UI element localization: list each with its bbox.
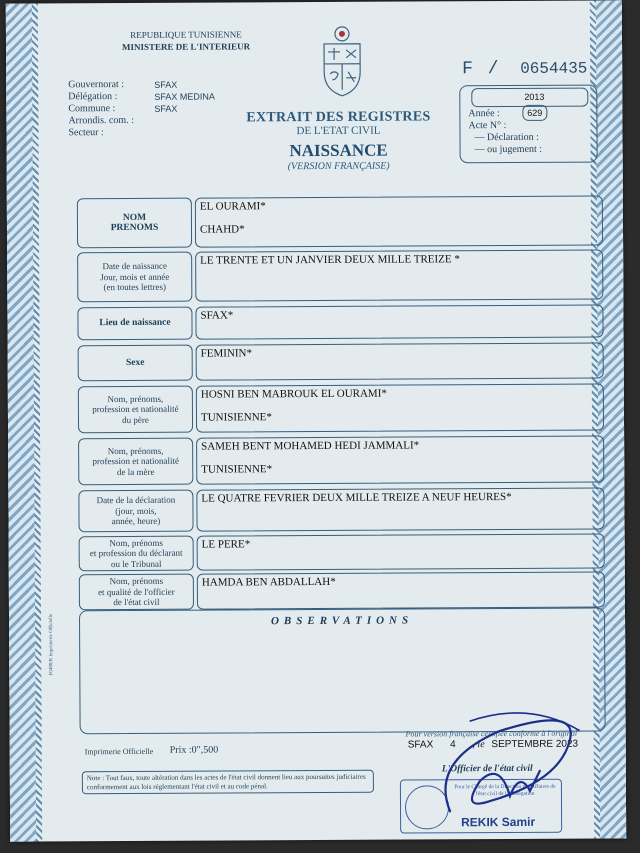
admin-label: Arrondis. com. : bbox=[68, 114, 134, 127]
stamp-officer-name: REKIK Samir bbox=[461, 814, 536, 830]
table-row bbox=[79, 533, 605, 571]
year-value: 2013 bbox=[471, 88, 588, 108]
ministry-label: MINISTERE DE L'INTERIEUR bbox=[121, 41, 251, 53]
tunisia-coat-of-arms-icon bbox=[316, 24, 368, 98]
table-row bbox=[77, 249, 603, 302]
admin-value: SFAX MEDINA bbox=[154, 91, 215, 102]
admin-value: SFAX bbox=[154, 103, 178, 114]
field-label: Nom, prénoms, profession et nationalité du père bbox=[78, 386, 193, 434]
act-label: Acte N° : bbox=[468, 119, 507, 132]
admin-row bbox=[68, 103, 215, 116]
field-value-line: LE PERE* bbox=[201, 538, 251, 551]
serial-value: 0654435 bbox=[520, 59, 588, 78]
field-label: Nom, prénoms et profession du déclarant ou le Tribunal bbox=[79, 536, 194, 572]
table-row bbox=[78, 487, 604, 532]
table-row bbox=[78, 383, 604, 433]
field-value bbox=[196, 342, 604, 380]
left-decorative-border bbox=[6, 3, 40, 841]
admin-row bbox=[68, 127, 215, 140]
price-label: Prix :0",500 bbox=[169, 744, 219, 756]
issuer-header bbox=[86, 28, 286, 53]
issue-day: 4 bbox=[450, 739, 456, 751]
title-line-1: EXTRAIT DES REGISTRES bbox=[246, 109, 431, 126]
field-value-line: CHAHD* bbox=[199, 223, 245, 236]
field-label: Date de la déclaration (jour, mois, année, heure) bbox=[78, 490, 193, 533]
civil-record-table bbox=[77, 195, 603, 608]
field-label: Lieu de naissance bbox=[77, 307, 192, 341]
field-value bbox=[195, 249, 603, 301]
field-label: NOM PRENOMS bbox=[77, 198, 192, 249]
field-label: Nom, prénoms, profession et nationalité de la mère bbox=[78, 438, 193, 486]
legal-note: Note : Tout faux, toute altération dans les actes de l'état civil donnent lieu aux poursuites judiciaires conformement aux lois réglementant l'état civil et au code pénal. bbox=[82, 770, 374, 795]
printer-label: Imprimerie Officielle bbox=[84, 746, 154, 757]
field-value-line: HOSNI BEN MABROUK EL OURAMI* bbox=[200, 387, 387, 401]
admin-row bbox=[68, 115, 215, 128]
admin-label: Délégation : bbox=[68, 91, 118, 103]
year-label: Année : bbox=[468, 108, 500, 120]
republic-label: REPUBLIQUE TUNISIENNE bbox=[130, 29, 242, 40]
document-title bbox=[238, 109, 438, 172]
year-row bbox=[468, 107, 588, 121]
field-value-line: TUNISIENNE* bbox=[201, 463, 273, 476]
field-value bbox=[196, 487, 604, 531]
admin-row bbox=[68, 79, 215, 92]
title-line-4: (VERSION FRANÇAISE) bbox=[287, 160, 390, 173]
admin-label: Gouvernorat : bbox=[68, 79, 125, 91]
field-value bbox=[197, 533, 605, 570]
field-label: Nom, prénoms et qualité de l'officier de l'état civil bbox=[79, 574, 194, 611]
admin-value: SFAX bbox=[154, 79, 178, 90]
issue-le: , le bbox=[472, 739, 485, 751]
field-value-line: LE QUATRE FEVRIER DEUX MILLE TREIZE A NEUF HEURES* bbox=[201, 490, 512, 505]
table-row bbox=[78, 342, 604, 381]
issue-place: SFAX bbox=[407, 739, 434, 751]
field-value-line: EL OURAMI* bbox=[199, 200, 266, 213]
admin-label: Commune : bbox=[68, 103, 116, 115]
field-value-line: TUNISIENNE* bbox=[200, 411, 272, 424]
table-row bbox=[77, 304, 603, 340]
title-line-2: DE L'ETAT CIVIL bbox=[296, 124, 381, 138]
officer-title: L'Officier de l'état civil bbox=[441, 763, 533, 775]
document-page bbox=[6, 0, 626, 841]
title-line-3: NAISSANCE bbox=[289, 140, 388, 161]
observations-label: OBSERVATIONS bbox=[270, 614, 414, 628]
judgment-label: — ou jugement : bbox=[474, 143, 543, 156]
handwritten-signature-icon bbox=[409, 701, 590, 832]
field-value-line: FEMININ* bbox=[200, 347, 253, 360]
stamp-text: Pour le Chargé de la Direction des Affaires de l'état civil de la Délégation bbox=[454, 783, 556, 798]
administrative-info bbox=[68, 79, 215, 140]
serial-prefix: F / bbox=[462, 59, 501, 80]
field-value bbox=[196, 435, 604, 484]
field-value-line: HAMDA BEN ABDALLAH* bbox=[201, 575, 336, 589]
table-row bbox=[78, 435, 604, 485]
field-value-line: SFAX* bbox=[200, 309, 234, 322]
act-value: 629 bbox=[522, 105, 547, 121]
register-box bbox=[459, 85, 597, 164]
admin-row bbox=[68, 91, 215, 104]
conformity-statement: Pour version française certifiée conforme à l'original bbox=[405, 728, 578, 739]
side-print-code: F0488/R Imprimerie Officielle bbox=[49, 613, 55, 676]
field-label: Date de naissance Jour, mois et année (en toutes lettres) bbox=[77, 252, 192, 303]
declaration-label: — Déclaration : bbox=[474, 131, 539, 144]
table-row bbox=[77, 195, 603, 248]
issue-month-year: SEPTEMBRE 2023 bbox=[491, 738, 579, 751]
field-value bbox=[195, 195, 603, 247]
field-value bbox=[197, 571, 605, 609]
admin-label: Secteur : bbox=[68, 127, 104, 139]
field-label: Sexe bbox=[78, 345, 193, 382]
field-value bbox=[196, 383, 604, 432]
field-value-line: SAMEH BENT MOHAMED HEDI JAMMALI* bbox=[201, 439, 420, 453]
table-row bbox=[79, 571, 605, 610]
field-value-line: LE TRENTE ET UN JANVIER DEUX MILLE TREIZE * bbox=[200, 253, 460, 267]
serial-number bbox=[462, 59, 587, 80]
field-value bbox=[195, 304, 603, 339]
